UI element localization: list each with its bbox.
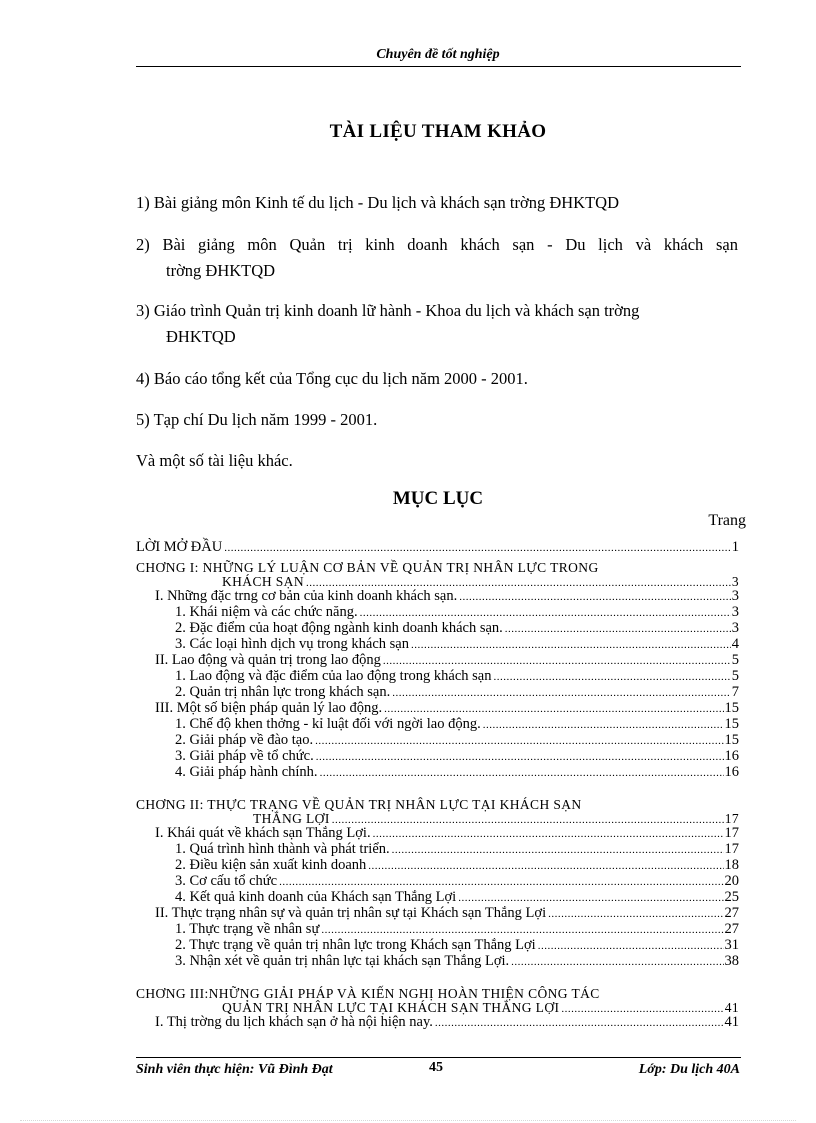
toc-row (155, 1015, 739, 1031)
toc-label: CHƠNG III:NHỮNG GIẢI PHÁP VÀ KIẾN NGHỊ HOÀN THIỆN CÔNG TÁC (136, 986, 600, 1001)
toc-page-number: 15 (724, 716, 739, 732)
toc-row (155, 826, 739, 842)
header-title: Chuyên đề tốt nghiệp (376, 47, 500, 62)
toc-label: 2. Giải pháp về đào tạo. (175, 732, 314, 748)
toc-label: 4. Kết quả kinh doanh của Khách sạn Thắng Lợi (175, 889, 457, 905)
toc-chapter-row (136, 797, 727, 812)
toc-label: I. Khái quát về khách sạn Thắng Lợi. (155, 825, 371, 841)
toc-page-number: 41 (724, 1000, 739, 1015)
toc-leader-dots (483, 718, 724, 733)
reference-item (136, 407, 738, 433)
toc-chapter-row (136, 560, 727, 575)
toc-label: I. Thị trờng du lịch khách sạn ở hà nội hiện nay. (155, 1014, 433, 1030)
reference-line: 1) Bài giảng môn Kinh tế du lịch - Du lịch và khách sạn trờng ĐHKTQD (136, 193, 620, 212)
toc-label: 3. Giải pháp về tổ chức. (175, 748, 314, 764)
toc-row (175, 874, 739, 890)
toc-page-number: 4 (731, 636, 739, 652)
toc-leader-dots (383, 654, 731, 669)
page-number: 45 (429, 1060, 443, 1075)
toc-label: 3. Cơ cấu tổ chức (175, 873, 278, 889)
reference-line-continued: trờng ĐHKTQD (166, 261, 276, 280)
toc-row (175, 765, 739, 781)
toc-label: CHƠNG II: THỰC TRẠNG VỀ QUẢN TRỊ NHÂN LỰC TẠI KHÁCH SẠN (136, 797, 582, 812)
toc-row (175, 749, 739, 765)
toc-page-number: 41 (724, 1014, 739, 1030)
toc-page-number: 17 (724, 841, 739, 857)
toc-label: III. Một số biện pháp quản lý lao động. (155, 700, 383, 716)
toc-row (155, 653, 739, 669)
toc-page-number: 15 (724, 700, 739, 716)
toc-row (155, 589, 739, 605)
reference-line-continued: ĐHKTQD (166, 327, 236, 346)
toc-leader-dots (320, 766, 724, 781)
toc-chapter-row (136, 986, 727, 1001)
toc-page-number: 5 (731, 668, 739, 684)
toc-page-number: 27 (724, 905, 739, 921)
toc-row (175, 890, 739, 906)
toc-label: 2. Điều kiện sản xuất kinh doanh (175, 857, 367, 873)
toc-leader-dots (368, 859, 723, 874)
page-title: TÀI LIỆU THAM KHẢO (329, 121, 547, 142)
toc-row (175, 605, 739, 621)
reference-item (136, 366, 738, 392)
toc-title: MỤC LỤC (392, 488, 484, 509)
toc-leader-dots (538, 939, 724, 954)
toc-leader-dots (315, 734, 723, 749)
toc-row (175, 685, 739, 701)
toc-page-number: 1 (731, 539, 739, 555)
toc-page-number: 18 (724, 857, 739, 873)
toc-leader-dots (321, 923, 723, 938)
footer-class: Lớp: Du lịch 40A (638, 1062, 740, 1077)
toc-row (175, 717, 739, 733)
toc-row (175, 858, 739, 874)
reference-line: 2) Bài giảng môn Quản trị kinh doanh khách sạn - Du lịch và khách sạn (136, 235, 738, 254)
toc-leader-dots (548, 907, 723, 922)
footer-student: Sinh viên thực hiện: Vũ Đình Đạt (136, 1062, 333, 1077)
toc-row (136, 540, 739, 556)
toc-leader-dots (505, 622, 731, 637)
toc-label: 4. Giải pháp hành chính. (175, 764, 318, 780)
other-references: Và một số tài liệu khác. (136, 451, 293, 470)
toc-leader-dots (384, 702, 723, 717)
toc-label: LỜI MỞ ĐẦU (136, 539, 223, 555)
reference-line: 4) Báo cáo tổng kết của Tổng cục du lịch năm 2000 - 2001. (136, 369, 528, 388)
toc-label: 1. Thực trạng về nhân sự (175, 921, 320, 937)
toc-leader-dots (373, 827, 724, 842)
reference-line: 5) Tạp chí Du lịch năm 1999 - 2001. (136, 410, 378, 429)
reference-item (136, 298, 738, 350)
toc-page-header: Trang (708, 512, 746, 529)
toc-row (155, 906, 739, 922)
page-edge-divider (20, 1120, 796, 1121)
toc-row (175, 938, 739, 954)
toc-label: 3. Các loại hình dịch vụ trong khách sạn (175, 636, 409, 652)
toc-row (175, 669, 739, 685)
toc-leader-dots (511, 955, 723, 970)
toc-label: I. Những đặc trng cơ bản của kinh doanh khách sạn. (155, 588, 458, 604)
toc-leader-dots (411, 638, 731, 653)
toc-page-number: 16 (724, 748, 739, 764)
toc-leader-dots (494, 670, 731, 685)
toc-leader-dots (435, 1016, 724, 1031)
toc-page-number: 17 (724, 811, 739, 826)
toc-page-number: 7 (731, 684, 739, 700)
toc-leader-dots (316, 750, 724, 765)
toc-page-number: 15 (724, 732, 739, 748)
footer-rule (136, 1057, 741, 1058)
toc-page-number: 20 (724, 873, 739, 889)
toc-label: THẮNG LỢI (253, 811, 330, 826)
toc-row (175, 733, 739, 749)
toc-row (175, 954, 739, 970)
toc-leader-dots (458, 891, 723, 906)
header-rule (136, 66, 741, 67)
toc-label: 2. Quản trị nhân lực trong khách sạn. (175, 684, 391, 700)
toc-label: 1. Chế độ khen thởng - kỉ luật đối với ngời lao động. (175, 716, 481, 732)
toc-page-number: 38 (724, 953, 739, 969)
toc-label: 3. Nhận xét về quản trị nhân lực tại khách sạn Thắng Lợi. (175, 953, 510, 969)
toc-row (175, 621, 739, 637)
toc-row (175, 637, 739, 653)
toc-label: CHƠNG I: NHỮNG LÝ LUẬN CƠ BẢN VỀ QUẢN TRỊ NHÂN LỰC TRONG (136, 560, 599, 575)
toc-row (155, 701, 739, 717)
reference-item (136, 190, 738, 216)
toc-label: KHÁCH SẠN (222, 574, 304, 589)
toc-page-number: 3 (731, 604, 739, 620)
toc-label: 2. Thực trạng về quản trị nhân lực trong Khách sạn Thắng Lợi (175, 937, 536, 953)
toc-page-number: 3 (731, 588, 739, 604)
toc-label: II. Lao động và quản trị trong lao động (155, 652, 381, 668)
toc-page-number: 31 (724, 937, 739, 953)
reference-line: 3) Giáo trình Quản trị kinh doanh lữ hành - Khoa du lịch và khách sạn trờng (136, 301, 640, 320)
toc-leader-dots (279, 875, 723, 890)
toc-page-number: 5 (731, 652, 739, 668)
toc-label: 2. Đặc điểm của hoạt động ngành kinh doanh khách sạn. (175, 620, 503, 636)
toc-label: 1. Quá trình hình thành và phát triển. (175, 841, 390, 857)
toc-leader-dots (224, 541, 731, 556)
toc-leader-dots (459, 590, 731, 605)
toc-leader-dots (392, 843, 724, 858)
reference-item (136, 232, 738, 284)
toc-leader-dots (392, 686, 731, 701)
toc-page-number: 16 (724, 764, 739, 780)
toc-leader-dots (360, 606, 731, 621)
toc-page-number: 3 (731, 620, 739, 636)
toc-row (175, 842, 739, 858)
toc-page-number: 3 (731, 574, 739, 589)
toc-page-number: 17 (724, 825, 739, 841)
toc-row (175, 922, 739, 938)
toc-label: QUẢN TRỊ NHÂN LỰC TẠI KHÁCH SẠN THẮNG LỢI (222, 1000, 560, 1015)
toc-page-number: 25 (724, 889, 739, 905)
toc-label: 1. Khái niệm và các chức năng. (175, 604, 358, 620)
toc-label: 1. Lao động và đặc điểm của lao động trong khách sạn (175, 668, 492, 684)
toc-page-number: 27 (724, 921, 739, 937)
toc-label: II. Thực trạng nhân sự và quản trị nhân sự tại Khách sạn Thắng Lợi (155, 905, 547, 921)
